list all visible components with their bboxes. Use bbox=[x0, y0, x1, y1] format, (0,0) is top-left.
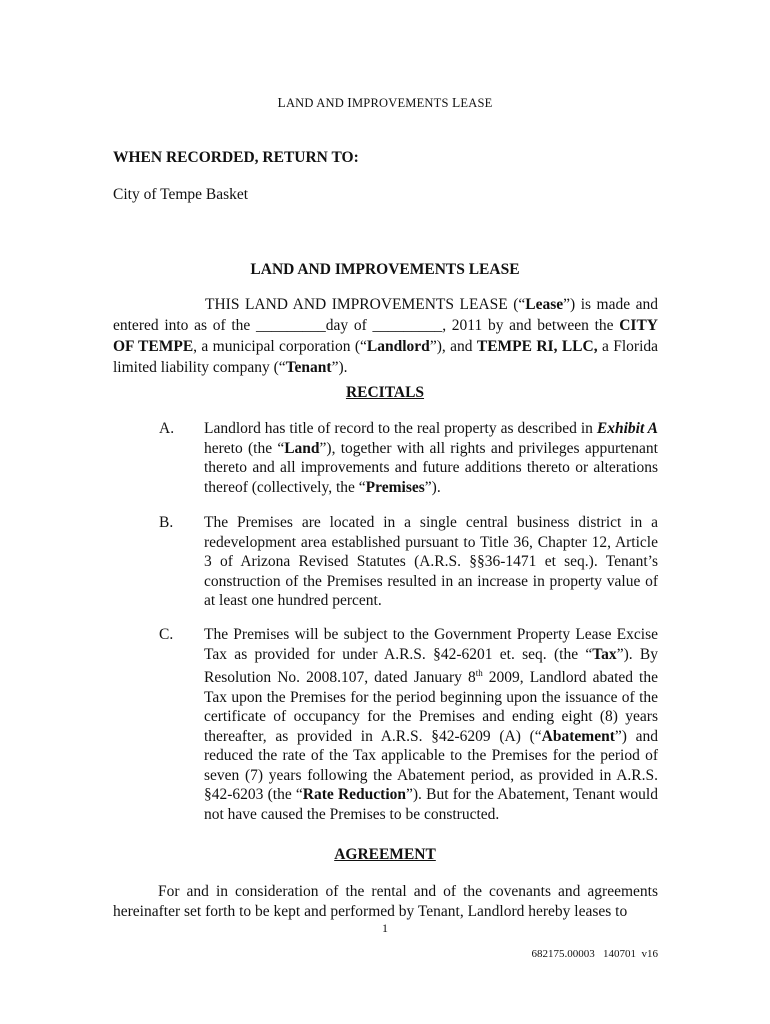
recital-text: The Premises will be subject to the Government Property Lease Excise Tax as provided for under A.R.S. §42-6201 et. seq. (the “Tax”). By Resolution No. 2008.107, dated January 8th 2009, Landlord abated the Tax upon the Premises for the period beginning upon the issuance of the certificate of occupancy for the Premises and ending eight (8) years thereafter, as provided in A.R.S. §42-6209 (A) (“Abatement”) and reduced the rate of the Tax applicable to the Premises for the period of seven (7) years following the Abatement period, as provided in A.R.S. §42-6203 (the “Rate Reduction”). But for the Abatement, Tenant would not have caused the Premises to be constructed. bbox=[204, 626, 659, 823]
header-title-part: AND AND bbox=[285, 96, 348, 110]
agreement-paragraph: For and in consideration of the rental and of the covenants and agreements hereinafter set forth to be kept and performed by Tenant, Landlord hereby leases to bbox=[113, 883, 658, 920]
header-title-part: MPROVEMENTS bbox=[351, 96, 452, 110]
recording-heading: WHEN RECORDED, RETURN TO: bbox=[113, 149, 359, 166]
header-title-part: EASE bbox=[460, 96, 493, 110]
recital-letter: B. bbox=[159, 514, 174, 531]
header-title bbox=[0, 95, 770, 111]
recital-b bbox=[159, 513, 658, 611]
recital-a bbox=[159, 419, 658, 497]
intro-paragraph: THIS LAND AND IMPROVEMENTS LEASE (“Lease”) is made and entered into as of the _________day of _________, 2011 by and between the CITY OF TEMPE, a municipal corporation (“Landlord”), and TEMPE RI, LLC, a Florida limited liability company (“Tenant”). bbox=[113, 296, 659, 376]
recording-recipient: City of Tempe Basket bbox=[113, 186, 249, 203]
recitals-heading: RECITALS bbox=[345, 384, 425, 401]
header-title-part: L bbox=[277, 95, 286, 110]
lease-title: LAND AND IMPROVEMENTS LEASE bbox=[250, 261, 520, 278]
header-title-part: I bbox=[347, 95, 352, 110]
page-number: 1 bbox=[382, 921, 388, 935]
recital-c bbox=[159, 625, 658, 824]
recital-text: Landlord has title of record to the real property as described in Exhibit A hereto (the “Land”), together with all rights and privileges appurtenant thereto and all improvements and future additions thereto or alterations thereof (collectively, the “Premises”). bbox=[204, 420, 658, 496]
agreement-heading: AGREEMENT bbox=[334, 846, 436, 863]
header-title-part: L bbox=[451, 95, 461, 110]
recital-letter: A. bbox=[159, 420, 175, 437]
recital-text: The Premises are located in a single central business district in a redevelopment area established pursuant to Title 36, Chapter 12, Article 3 of Arizona Revised Statutes (A.R.S. §§36-1471 et seq.). Tenant’s construction of the Premises resulted in an increase in property value of at least one hundred percent. bbox=[204, 514, 658, 609]
document-code: 682175.00003 140701 v16 bbox=[531, 948, 658, 960]
recital-letter: C. bbox=[159, 626, 174, 643]
